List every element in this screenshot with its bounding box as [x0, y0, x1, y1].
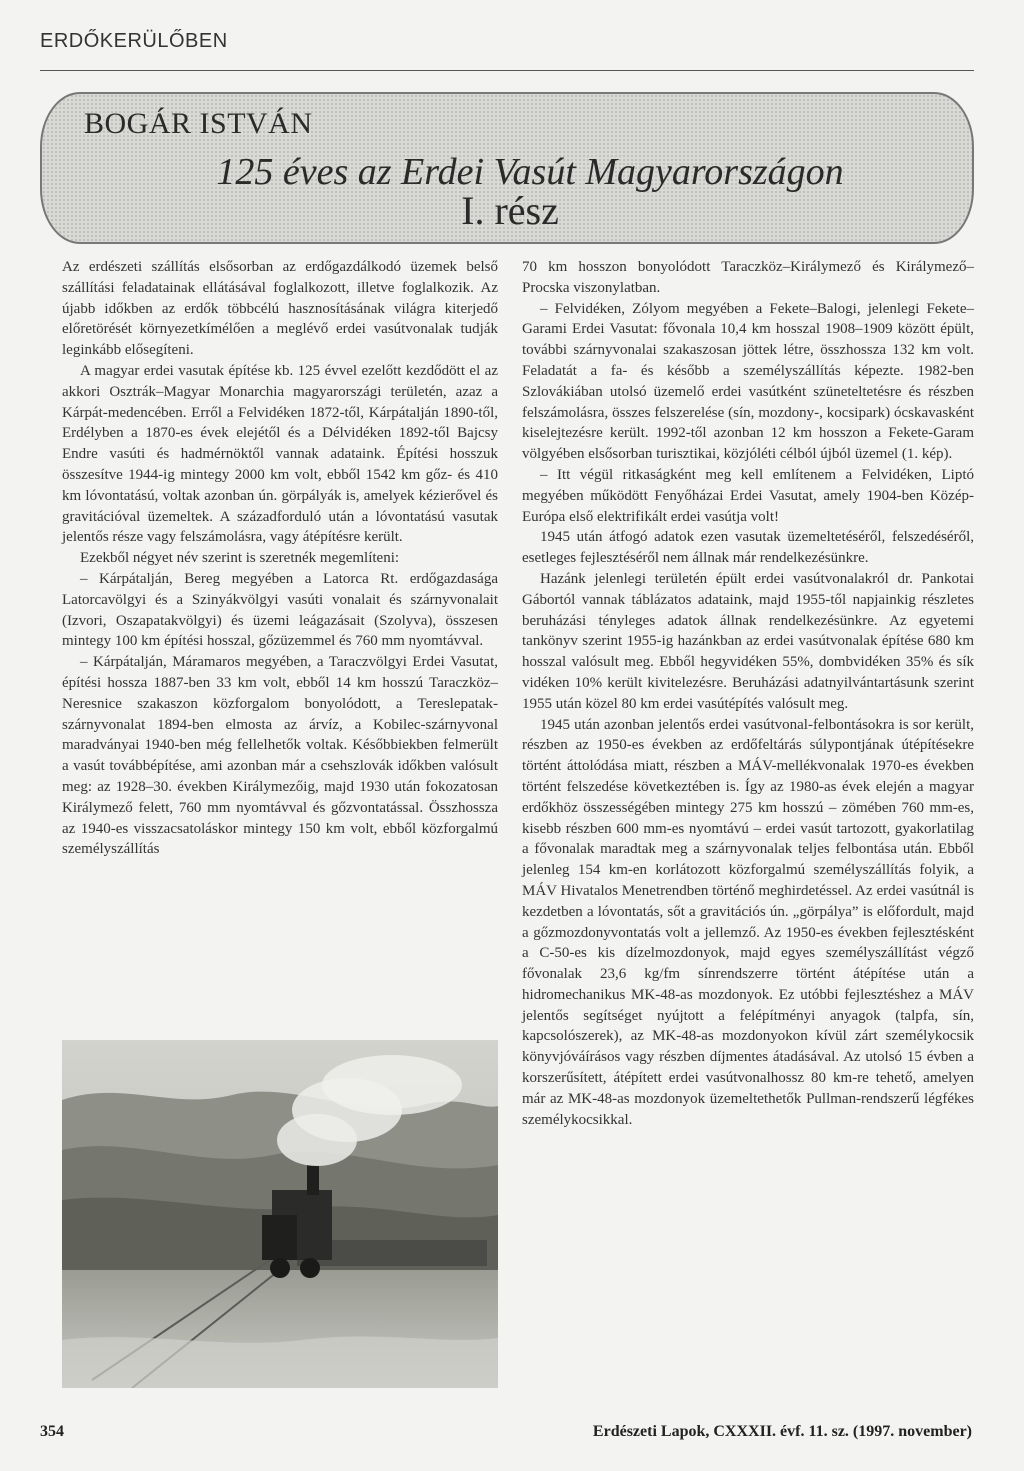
page-number: 354 — [40, 1423, 64, 1440]
header-rule — [40, 70, 974, 71]
paragraph: – Itt végül ritkaságként meg kell említenem a Felvidéken, Liptó megyében működött Fenyőházai Erdei Vasutat, amely 1904-ben Közép-Európa első elektrifikált erdei vasútja volt! — [522, 466, 974, 525]
paragraph: – Kárpátalján, Bereg megyében a Latorca Rt. erdőgazdasága Latorcavölgyi és a Szinyákvölgyi vasúti vonalait és szárnyvonalait (Izvori, Oszapatakvölgyi) és üzemi leágazásait (Szolyva), összesen mintegy 100 km építési hosszal, gőzüzemmel és 760 mm nyomtávval. — [62, 570, 498, 650]
author-name: BOGÁR ISTVÁN — [84, 107, 313, 140]
paragraph: Az erdészeti szállítás elsősorban az erdőgazdálkodó üzemek belső szállítási feladatainak ellátásával foglalkozott, illetve foglalkozik. Az újabb időkben az erdők többcélú hasznosításának világra kiterjedő előretörését környezetkímélően a meglévő erdei vasútvonalak tudják leginkább elősegíteni. — [62, 259, 498, 359]
paragraph: Hazánk jelenlegi területén épült erdei vasútvonalakról dr. Pankotai Gábortól vannak táblázatos adataink, majd 1955-től napjainkig részletes beruházási tényleges adatok állnak rendelkezésünkre. Az egyetemi tankönyv szerint 1955-ig hazánkban az erdei vasútvonalak építése 680 km hosszal valósult meg. Ebből hegyvidéken 55%, dombvidéken 35% és sík vidéken 10% került kivitelezésre. Beruházási adatnyilvántartásunk szerint 1955 után közel 80 km erdei vasútépítés valósult meg. — [522, 570, 974, 712]
right-column — [522, 257, 974, 1130]
paragraph: – Kárpátalján, Máramaros megyében, a Taraczvölgyi Erdei Vasutat, építési hossza 1887-ben 33 km volt, ebből 14 km hosszú Taraczköz–Neresnice szakaszon közforgalom bonyolódott, a Tereslepatak-szárnyvonalat 1894-ben elmosta az árvíz, a Kobilec-szárnyvonal maradványai 1940-ben még fellelhetők voltak. Későbbiekben felmerült a vasút továbbépítése, ami azonban már a csehszlovák időkben valósult meg: az 1928–30. években Királymezőig, majd 1930 után fokozatosan Királymező felett, 760 mm nyomtávval és gőzvontatással. Összhossza az 1940-es visszacsatoláskor mintegy 150 km volt, ebből közforgalmú személyszállítás — [62, 654, 498, 858]
steam-train-photo — [62, 1040, 498, 1388]
paragraph: Ezekből négyet név szerint is szeretnék megemlíteni: — [80, 550, 400, 567]
article-title: 125 éves az Erdei Vasút Magyarországon — [216, 151, 844, 193]
left-column — [62, 257, 498, 860]
paragraph: A magyar erdei vasutak építése kb. 125 évvel ezelőtt kezdődött el az akkori Osztrák–Magyar Monarchia magyarországi területén, azaz a Kárpát-medencében. Erről a Felvidéken 1872-től, Kárpátalján 1890-től, Erdélyben a 1870-es évek elejétől és a Délvidéken 1892-től Bajcsy Endre vasúti és hadmérnöktől vannak adataink. Építési hosszuk összesítve 1944-ig mintegy 2000 km volt, ebből 1542 km gőz- és 410 km lóvontatású, voltak azonban ún. görpályák is, amelyek kézierővel és gravitációval üzemeltek. A századforduló után a lóvontatású vasutak jelentős része vagy felszámolásra, vagy átépítésre került. — [62, 362, 498, 546]
section-label: ERDŐKERÜLŐBEN — [40, 30, 228, 52]
journal-citation: Erdészeti Lapok, CXXXII. évf. 11. sz. (1997. november) — [592, 1423, 972, 1440]
paragraph: 1945 után átfogó adatok ezen vasutak üzemeltetéséről, felszedéséről, esetleges fejlesztéséről nem állnak már rendelkezésünkre. — [522, 529, 974, 567]
paragraph: 1945 után azonban jelentős erdei vasútvonal-felbontásokra is sor került, részben az 1950-es években az erdőfeltárás súlypontjának útépítésekre történt áttolódása miatt, részben a MÁV-mellékvonalak 1970-es években történt felszedése következtében is. Így az 1980-as évek elején a magyar erdőkhöz összességében mintegy 275 km hosszú – zömében 760 mm-es, kisebb részben 600 mm-es nyomtávú – erdei vasút tartozott, gyakorlatilag a fővonalak maradtak meg a szárnyvonalak teljes felbontása után. Ebből jelenleg 154 km-en korlátozott közforgalmú személyszállítás folyik, a MÁV Hivatalos Menetrendben történő meghirdetéssel. Az erdei vasútnál is kezdetben a lóvontatás, sőt a gravitációs ún. „görpálya” is előfordult, majd a gőzmozdonyvontatás volt a jellemző. Az 1950-es években fejlesztésként a C-50-es kis dízelmozdonyok, majd egyes személyszállítást végző fővonalak 23,6 kg/fm sínrendszerre történt átépítése után a hidromechanikus MK-48-as mozdonyok. Ez utóbbi fejlesztéshez a MÁV jelentős segítséget nyújtott a felépítményi anyagok (talpfa, sín, kapcsolószerek), az MK-48-as mozdonyokon kívül zárt személykocsik könyvjóváírásos vagy részben díjmentes átadásával. Az utolsó 15 évben a korszerűsített, átépített erdei vasútvonalhossz 80 km-re tehető, amelyen már az MK-48-as mozdonyok üzemeltethetők Pullman-rendszerű légfékes személykocsikkal. — [522, 716, 974, 1128]
paragraph: 70 km hosszon bonyolódott Taraczköz–Királymező és Királymező–Procska viszonylatban. — [522, 259, 974, 296]
paragraph: – Felvidéken, Zólyom megyében a Fekete–Balogi, jelenlegi Fekete–Garami Erdei Vasutat: fővonala 10,4 km hosszal 1908–1909 között épült, további szárnyvonalai szakaszosan jöttek létre, összhossza 132 km volt. Feladatát a fa- és később a személyszállítás képezte. 1982-ben Szlovákiában utolsó üzemelő erdei vasútként szüneteltetésre és részben felszámolásra, összes felszerelése (sín, mozdony-, kocsipark) ócskavasként kiselejtezésre került. 1992-től azonban 12 km hosszon a Fekete-Garam völgyében elsősorban turisztikai, közjóléti célból újból üzemel (1. kép). — [522, 300, 974, 463]
article-part: I. rész — [461, 188, 559, 233]
